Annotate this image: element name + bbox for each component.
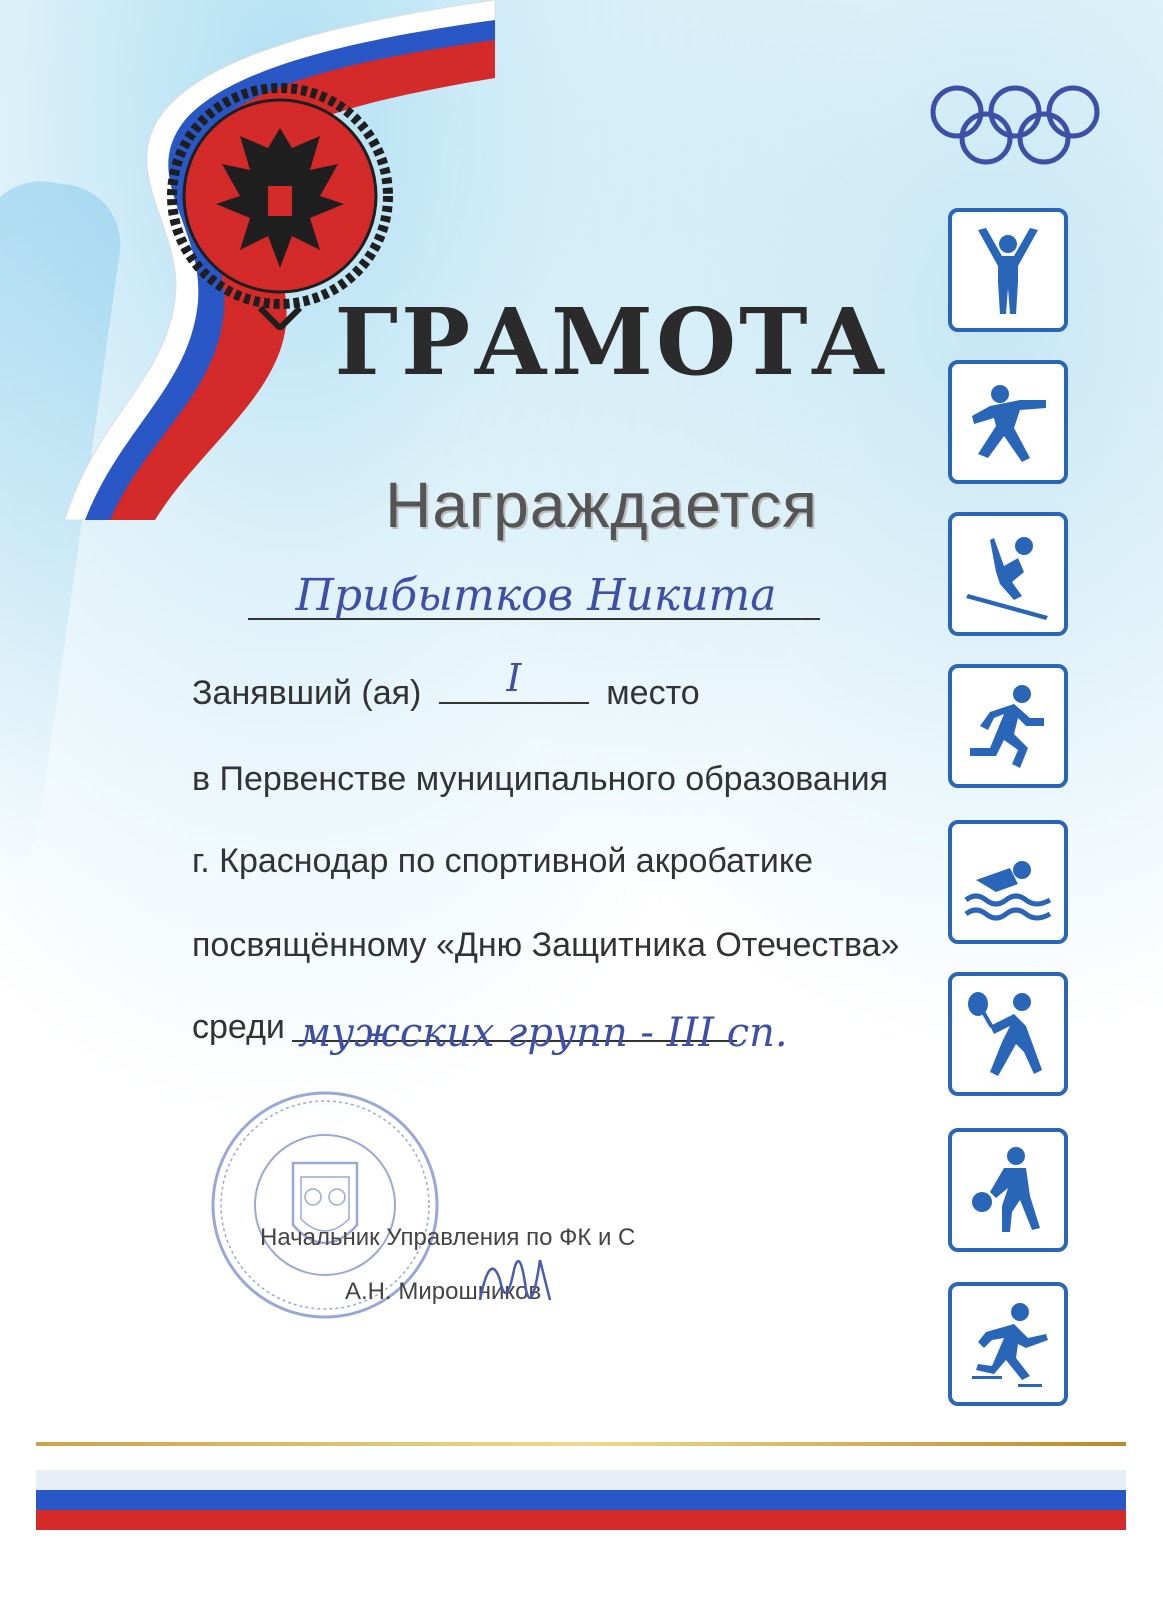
awarded-label: Награждается <box>385 469 818 541</box>
handwritten-signature <box>470 1240 560 1320</box>
place-prefix: Занявший (ая) <box>192 674 422 712</box>
white-stripe <box>36 1470 1126 1490</box>
flag-stripes <box>36 1470 1126 1532</box>
tennis-icon <box>948 972 1068 1096</box>
among-label: среди <box>192 1008 285 1046</box>
basketball-icon <box>948 1128 1068 1252</box>
recipient-name: Прибытков Никита <box>295 570 777 621</box>
competition-line: в Первенстве муниципального образования <box>192 760 889 798</box>
red-stripe <box>36 1510 1126 1530</box>
place-suffix: место <box>606 674 700 712</box>
among-value: мужских групп - III сп. <box>298 1010 788 1056</box>
gold-divider <box>36 1442 1126 1446</box>
swimming-icon <box>948 820 1068 944</box>
place-value: I <box>506 656 522 700</box>
certificate-title: ГРАМОТА <box>334 288 889 396</box>
place-blank <box>439 656 589 704</box>
city-line: г. Краснодар по спортивной акробатике <box>192 842 813 880</box>
olympic-rings-icon <box>925 80 1105 170</box>
signatory-name: А.Н. Мирошников <box>345 1278 542 1305</box>
place-line <box>192 656 700 713</box>
blue-stripe <box>36 1490 1126 1510</box>
skating-icon <box>948 1282 1068 1406</box>
dedication-line: посвящённому «Дню Защитника Отечества» <box>192 926 900 964</box>
running-icon <box>948 664 1068 788</box>
signatory-position: Начальник Управления по ФК и С <box>260 1224 636 1251</box>
